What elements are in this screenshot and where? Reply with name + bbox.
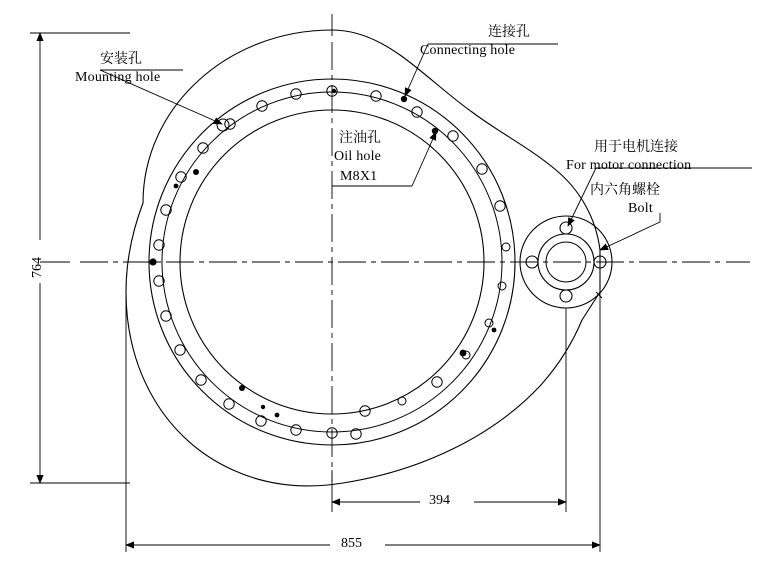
label-oil-hole-en: Oil hole	[334, 149, 382, 165]
dimension-offset: 394	[429, 493, 450, 508]
label-oil-hole-spec: M8X1	[340, 169, 378, 185]
dimension-height: 764	[30, 257, 45, 278]
label-motor-connection-cn: 用于电机连接	[594, 140, 678, 155]
label-motor-connection	[566, 140, 691, 172]
label-hex-bolt	[590, 183, 660, 215]
label-mounting-hole	[75, 52, 160, 84]
label-connecting-hole-cn: 连接孔	[488, 25, 530, 40]
label-oil-hole-cn: 注油孔	[339, 131, 381, 146]
label-hex-bolt-en: Bolt	[628, 201, 653, 217]
dimension-width: 855	[341, 536, 362, 551]
label-oil-hole	[334, 131, 382, 185]
label-hex-bolt-cn: 内六角螺栓	[590, 183, 660, 198]
label-motor-connection-en: For motor connection	[566, 158, 692, 174]
label-connecting-hole	[420, 25, 530, 59]
label-mounting-hole-cn: 安装孔	[100, 52, 142, 67]
label-connecting-hole-en: Connecting hole	[420, 43, 516, 59]
label-mounting-hole-en: Mounting hole	[75, 70, 161, 86]
